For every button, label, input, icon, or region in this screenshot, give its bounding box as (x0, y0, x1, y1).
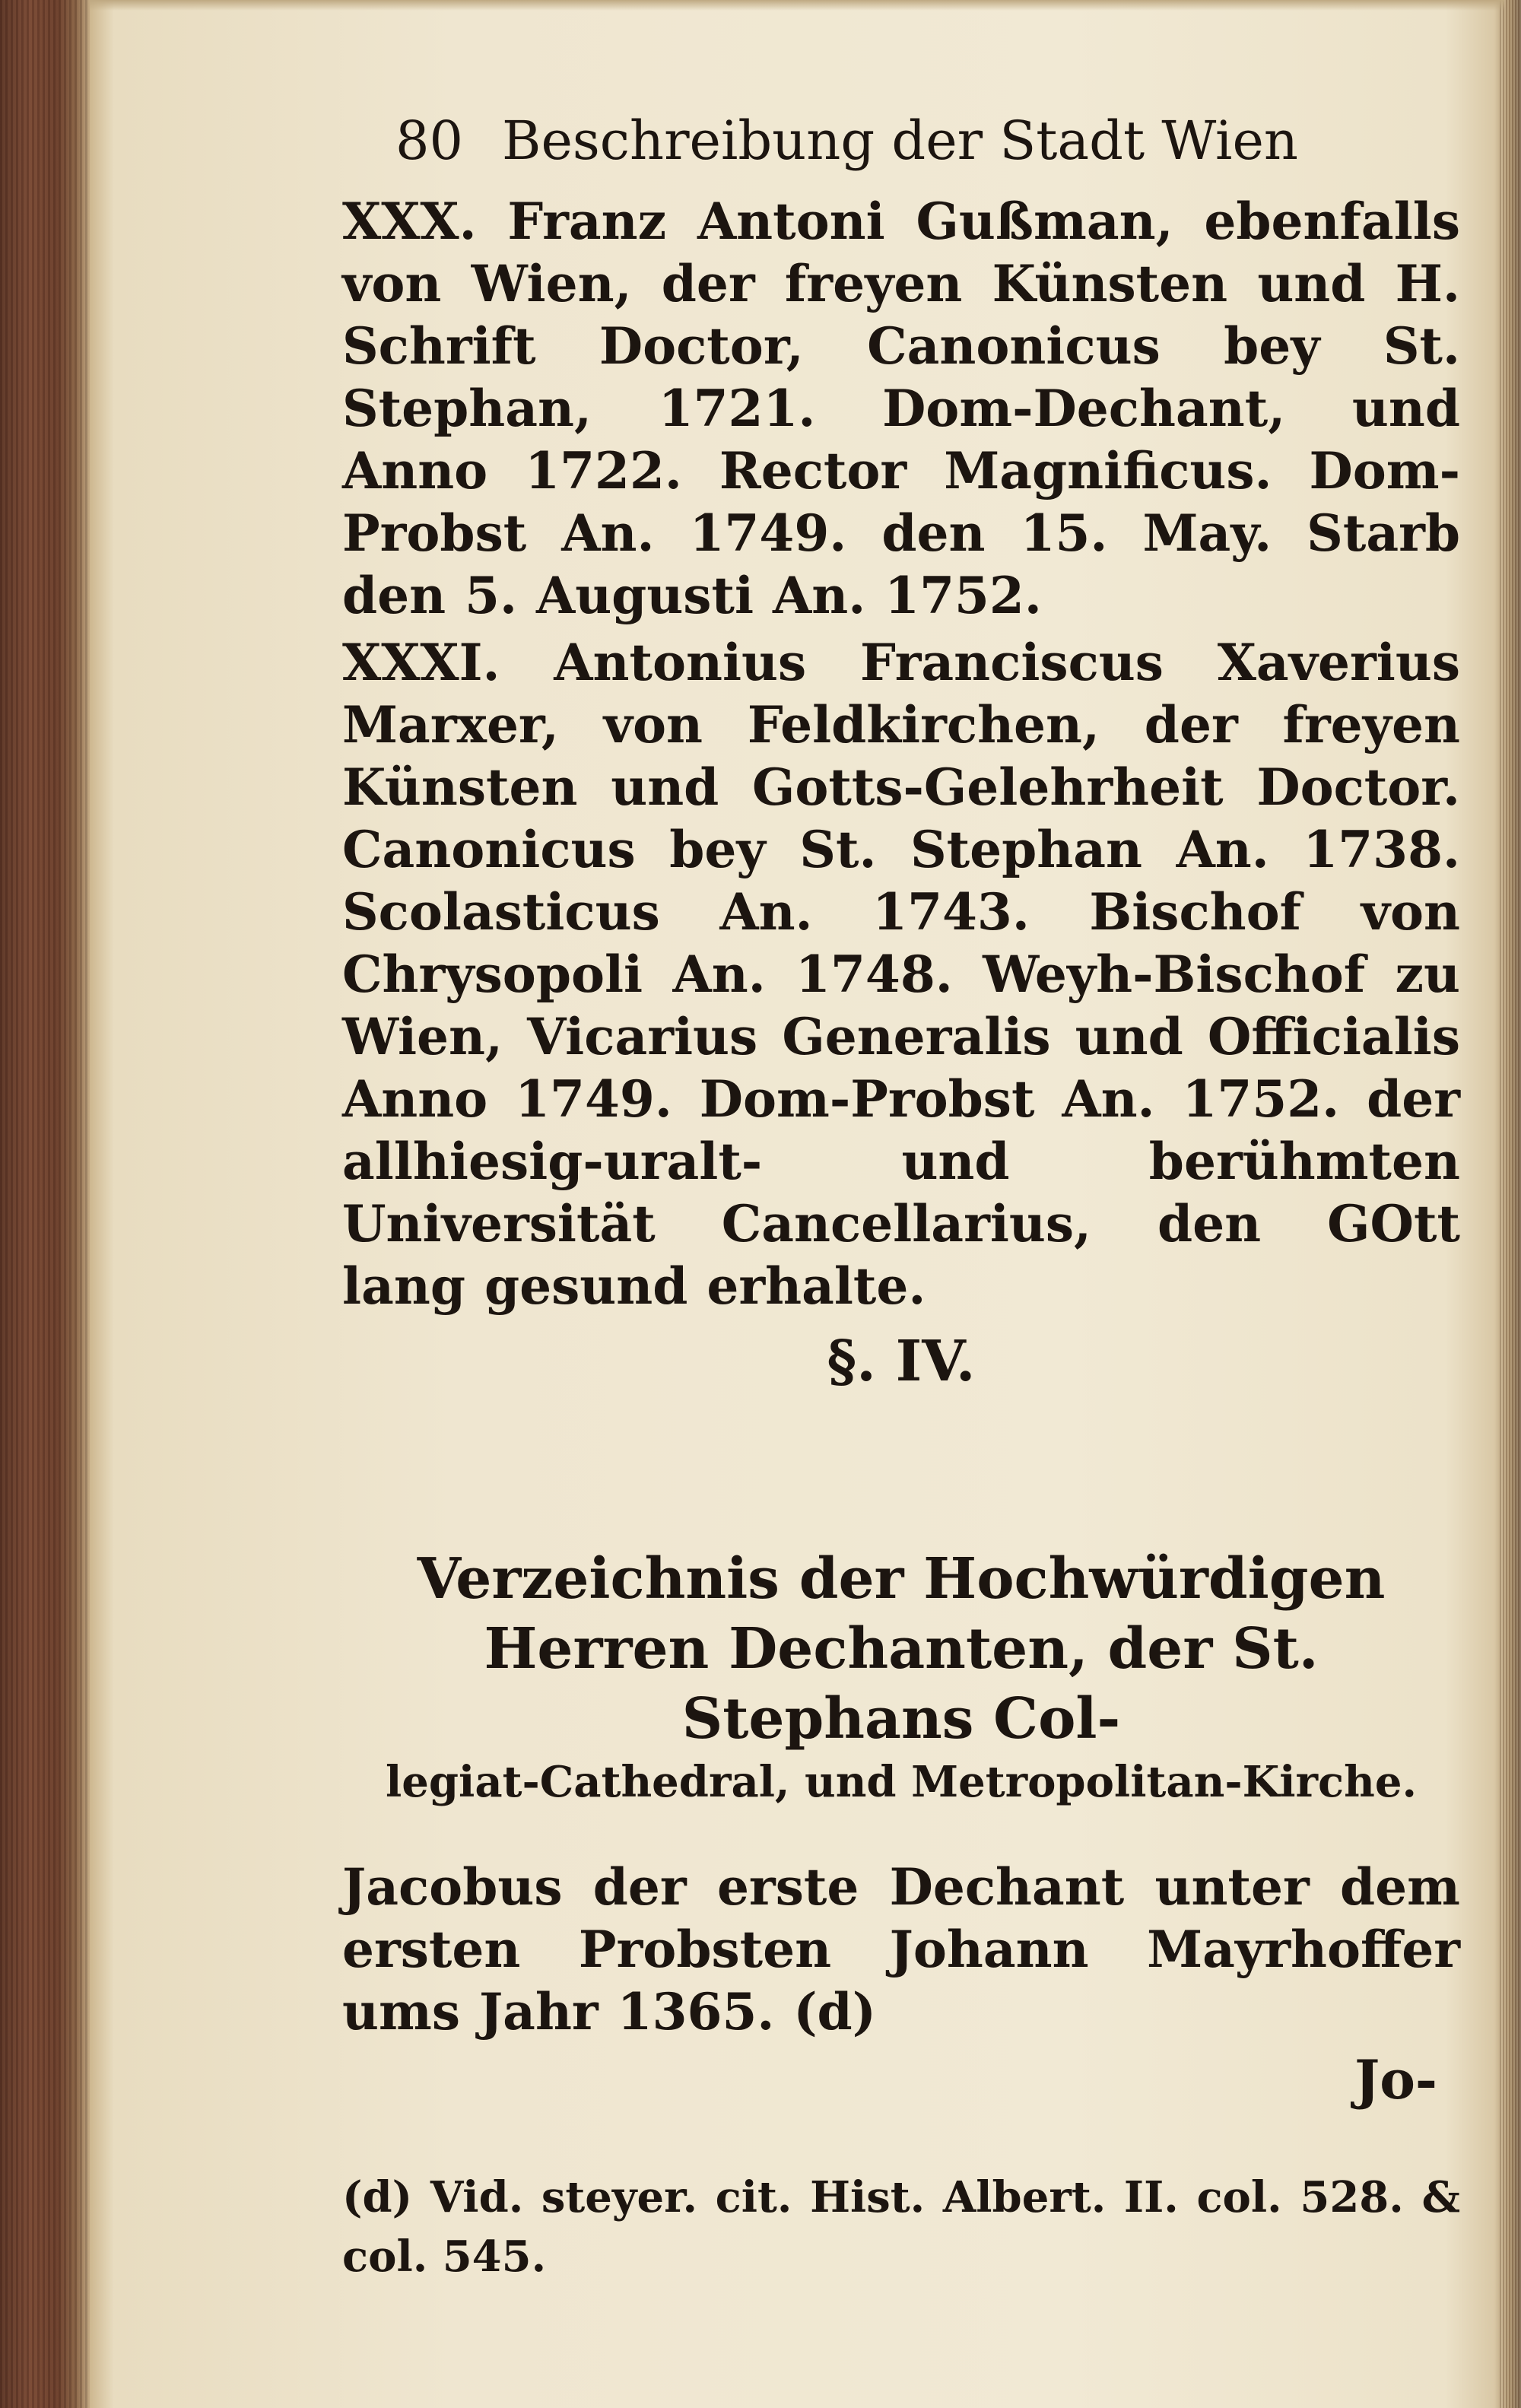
footnote: (d) Vid. steyer. cit. Hist. Albert. II. col. 528. & col. 545. (342, 2172, 1460, 2282)
paragraph-jacobus: Jacobus der erste Dechant unter dem ersten Probsten Johann Mayrhoffer ums Jahr 1365. (d) (342, 1857, 1460, 2041)
paper-top-shadow (90, 0, 1504, 11)
binding-edge (0, 0, 90, 2408)
text-block (342, 99, 1460, 2282)
paragraph-xxx: XXX. Franz Antoni Gußman, ebenfalls von Wien, der freyen Künsten und H. Schrift Doctor, Canonicus bey St. Stephan, 1721. Dom-Dechant, und Anno 1722. Rector Magnificus. Dom-Probst An. 1749. den 15. May. Starb den 5. Augusti An. 1752. (342, 192, 1460, 625)
catchword: Jo- (1354, 2048, 1437, 2111)
running-title: Beschreibung der Stadt Wien (502, 110, 1298, 172)
page-number: 80 (395, 110, 464, 172)
running-head (395, 99, 1445, 183)
section-heading (342, 1544, 1460, 1810)
paragraph-xxxi: XXXI. Antonius Franciscus Xaverius Marxer, von Feldkirchen, der freyen Künsten und Gotts-Gelehrheit Doctor. Canonicus bey St. Stephan An. 1738. Scolasticus An. 1743. Bischof von Chrysopoli An. 1748. Weyh-Bischof zu Wien, Vicarius Generalis und Officialis Anno 1749. Dom-Probst An. 1752. der allhiesig-uralt- und berühmten Universität Cancellarius, den GOtt lang gesund erhalte. (342, 633, 1460, 1316)
section-mark: §. IV. (827, 1329, 976, 1394)
section-heading-small: legiat-Cathedral, und Metropolitan-Kirche. (386, 1757, 1417, 1807)
section-heading-main: Verzeichnis der Hochwürdigen Herren Dechanten, der St. Stephans Col- (417, 1546, 1386, 1752)
fore-edge (1500, 0, 1521, 2408)
